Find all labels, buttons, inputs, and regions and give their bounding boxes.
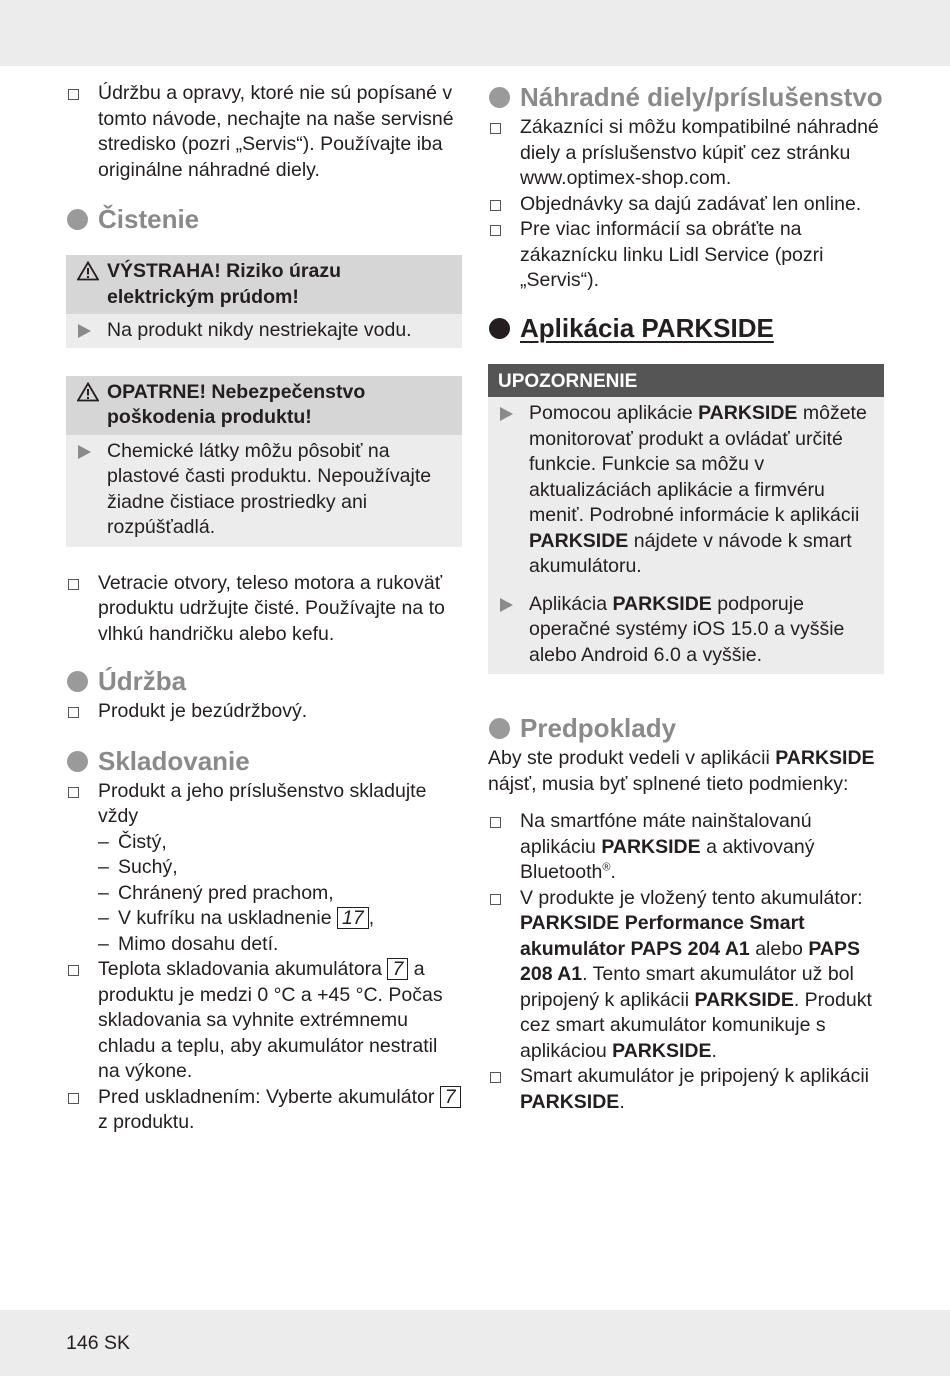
- bullet-dot-icon: [67, 209, 88, 230]
- list-item: Pred uskladnením: Vyberte akumulátor 7 z produktu.: [66, 1085, 462, 1136]
- warning-box-damage: [66, 376, 462, 547]
- checkbox-bullet-icon: [68, 1093, 79, 1104]
- checkbox-bullet-icon: [68, 579, 79, 590]
- dash-item: – Čistý,: [98, 830, 167, 853]
- dash-item: – Suchý,: [98, 856, 178, 878]
- list-item: Produkt je bezúdržbový.: [66, 699, 462, 725]
- right-column: [488, 81, 884, 1115]
- note-heading: UPOZORNENIE: [488, 364, 884, 398]
- bullet-dot-icon: [489, 318, 510, 339]
- section-heading-app: Aplikácia PARKSIDE: [488, 312, 884, 344]
- note-box: [488, 364, 884, 675]
- reference-number: 7: [440, 1086, 461, 1108]
- page-number: 146 SK: [66, 1332, 130, 1354]
- section-heading-cleaning: Čistenie: [66, 203, 462, 235]
- warning-triangle-icon: [77, 261, 99, 281]
- list-item: Vetracie otvory, teleso motora a rukoväť produktu udržujte čisté. Používajte na to vlhkú handričku alebo kefu.: [66, 571, 462, 648]
- list-item: V produkte je vložený tento akumulátor: PARKSIDE Performance Smart akumulátor PAPS 204 A1 alebo PAPS 208 A1. Tento smart akumulátor už bol pripojený k aplikácii PARKSIDE. Produkt cez smart akumulátor komunikuje s aplikáciou PARKSIDE.: [488, 886, 884, 1065]
- checkbox-bullet-icon: [68, 707, 79, 718]
- arrow-right-icon: [500, 407, 513, 421]
- warning-triangle-icon: [77, 382, 99, 402]
- bullet-dot-icon: [489, 718, 510, 739]
- reference-number: 17: [337, 907, 369, 929]
- reference-number: 7: [387, 958, 408, 980]
- bullet-dot-icon: [67, 671, 88, 692]
- warning-heading: VÝSTRAHA! Riziko úrazu elektrickým prúdom!: [66, 255, 462, 314]
- top-band: [0, 0, 950, 66]
- warning-item: Na produkt nikdy nestriekajte vodu.: [66, 314, 462, 348]
- note-item: Aplikácia PARKSIDE podporuje operačné systémy iOS 15.0 a vyššie alebo Android 6.0 a vyššie.: [488, 584, 884, 675]
- checkbox-bullet-icon: [490, 1072, 501, 1083]
- list-item: Zákazníci si môžu kompatibilné náhradné diely a príslušenstvo kúpiť cez stránku www.optimex-shop.com.: [488, 115, 884, 192]
- note-item: Pomocou aplikácie PARKSIDE môžete monitorovať produkt a ovládať určité funkcie. Funkcie sa môžu v aktualizáciách aplikácie a firmvéru meniť. Podrobné informácie k aplikácii PARKSIDE nájdete v návode k smart akumulátoru.: [488, 397, 884, 584]
- arrow-right-icon: [500, 598, 513, 612]
- list-item: Na smartfóne máte nainštalovanú aplikáciu PARKSIDE a aktivovaný Bluetooth®.: [488, 809, 884, 886]
- list-item: Objednávky sa dajú zadávať len online.: [488, 192, 884, 218]
- bottom-band: [0, 1310, 950, 1376]
- left-column: [66, 81, 462, 1136]
- checkbox-bullet-icon: [490, 894, 501, 905]
- list-item: Smart akumulátor je pripojený k aplikácii PARKSIDE.: [488, 1064, 884, 1115]
- dash-item: – V kufríku na uskladnenie 17 ,: [98, 907, 375, 929]
- checkbox-bullet-icon: [490, 817, 501, 828]
- dash-item: – Chránený pred prachom,: [98, 881, 334, 904]
- bullet-dot-icon: [67, 751, 88, 772]
- section-heading-maintenance: Údržba: [66, 665, 462, 697]
- checkbox-bullet-icon: [490, 123, 501, 134]
- checkbox-bullet-icon: [490, 200, 501, 211]
- warning-item: Chemické látky môžu pôsobiť na plastové časti produktu. Nepoužívajte žiadne čistiace prostriedky ani rozpúšťadlá.: [66, 435, 462, 547]
- section-heading-prerequisites: Predpoklady: [488, 712, 884, 744]
- list-item: Údržbu a opravy, ktoré nie sú popísané v tomto návode, nechajte na naše servisné stredisko (pozri „Servis“). Používajte iba originálne náhradné diely.: [66, 81, 462, 183]
- intro-paragraph: Aby ste produkt vedeli v aplikácii PARKSIDE nájsť, musia byť splnené tieto podmienky:: [488, 747, 875, 795]
- checkbox-bullet-icon: [68, 965, 79, 976]
- section-heading-spare-parts: Náhradné diely/príslušenstvo: [488, 81, 884, 113]
- checkbox-bullet-icon: [68, 787, 79, 798]
- section-heading-storage: Skladovanie: [66, 745, 462, 777]
- dash-item: – Mimo dosahu detí.: [98, 932, 279, 955]
- checkbox-bullet-icon: [490, 225, 501, 236]
- list-item: Produkt a jeho príslušenstvo skladujte vždy – Čistý, – Suchý, – Chránený pred prachom, – V kufríku na uskladnenie 17 , – Mimo dosahu detí.: [66, 779, 462, 958]
- arrow-right-icon: [78, 445, 91, 459]
- warning-heading: OPATRNE! Nebezpečenstvo poškodenia produktu!: [66, 376, 462, 435]
- checkbox-bullet-icon: [68, 89, 79, 100]
- list-item: Pre viac informácií sa obráťte na zákaznícku linku Lidl Service (pozri „Servis“).: [488, 217, 884, 294]
- warning-box-electric: [66, 255, 462, 348]
- bullet-dot-icon: [489, 87, 510, 108]
- list-item: Teplota skladovania akumulátora 7 a produktu je medzi 0 °C a +45 °C. Počas skladovania sa vyhnite extrémnemu chladu a teplu, aby akumulátor nestratil na výkone.: [66, 957, 462, 1085]
- arrow-right-icon: [78, 324, 91, 338]
